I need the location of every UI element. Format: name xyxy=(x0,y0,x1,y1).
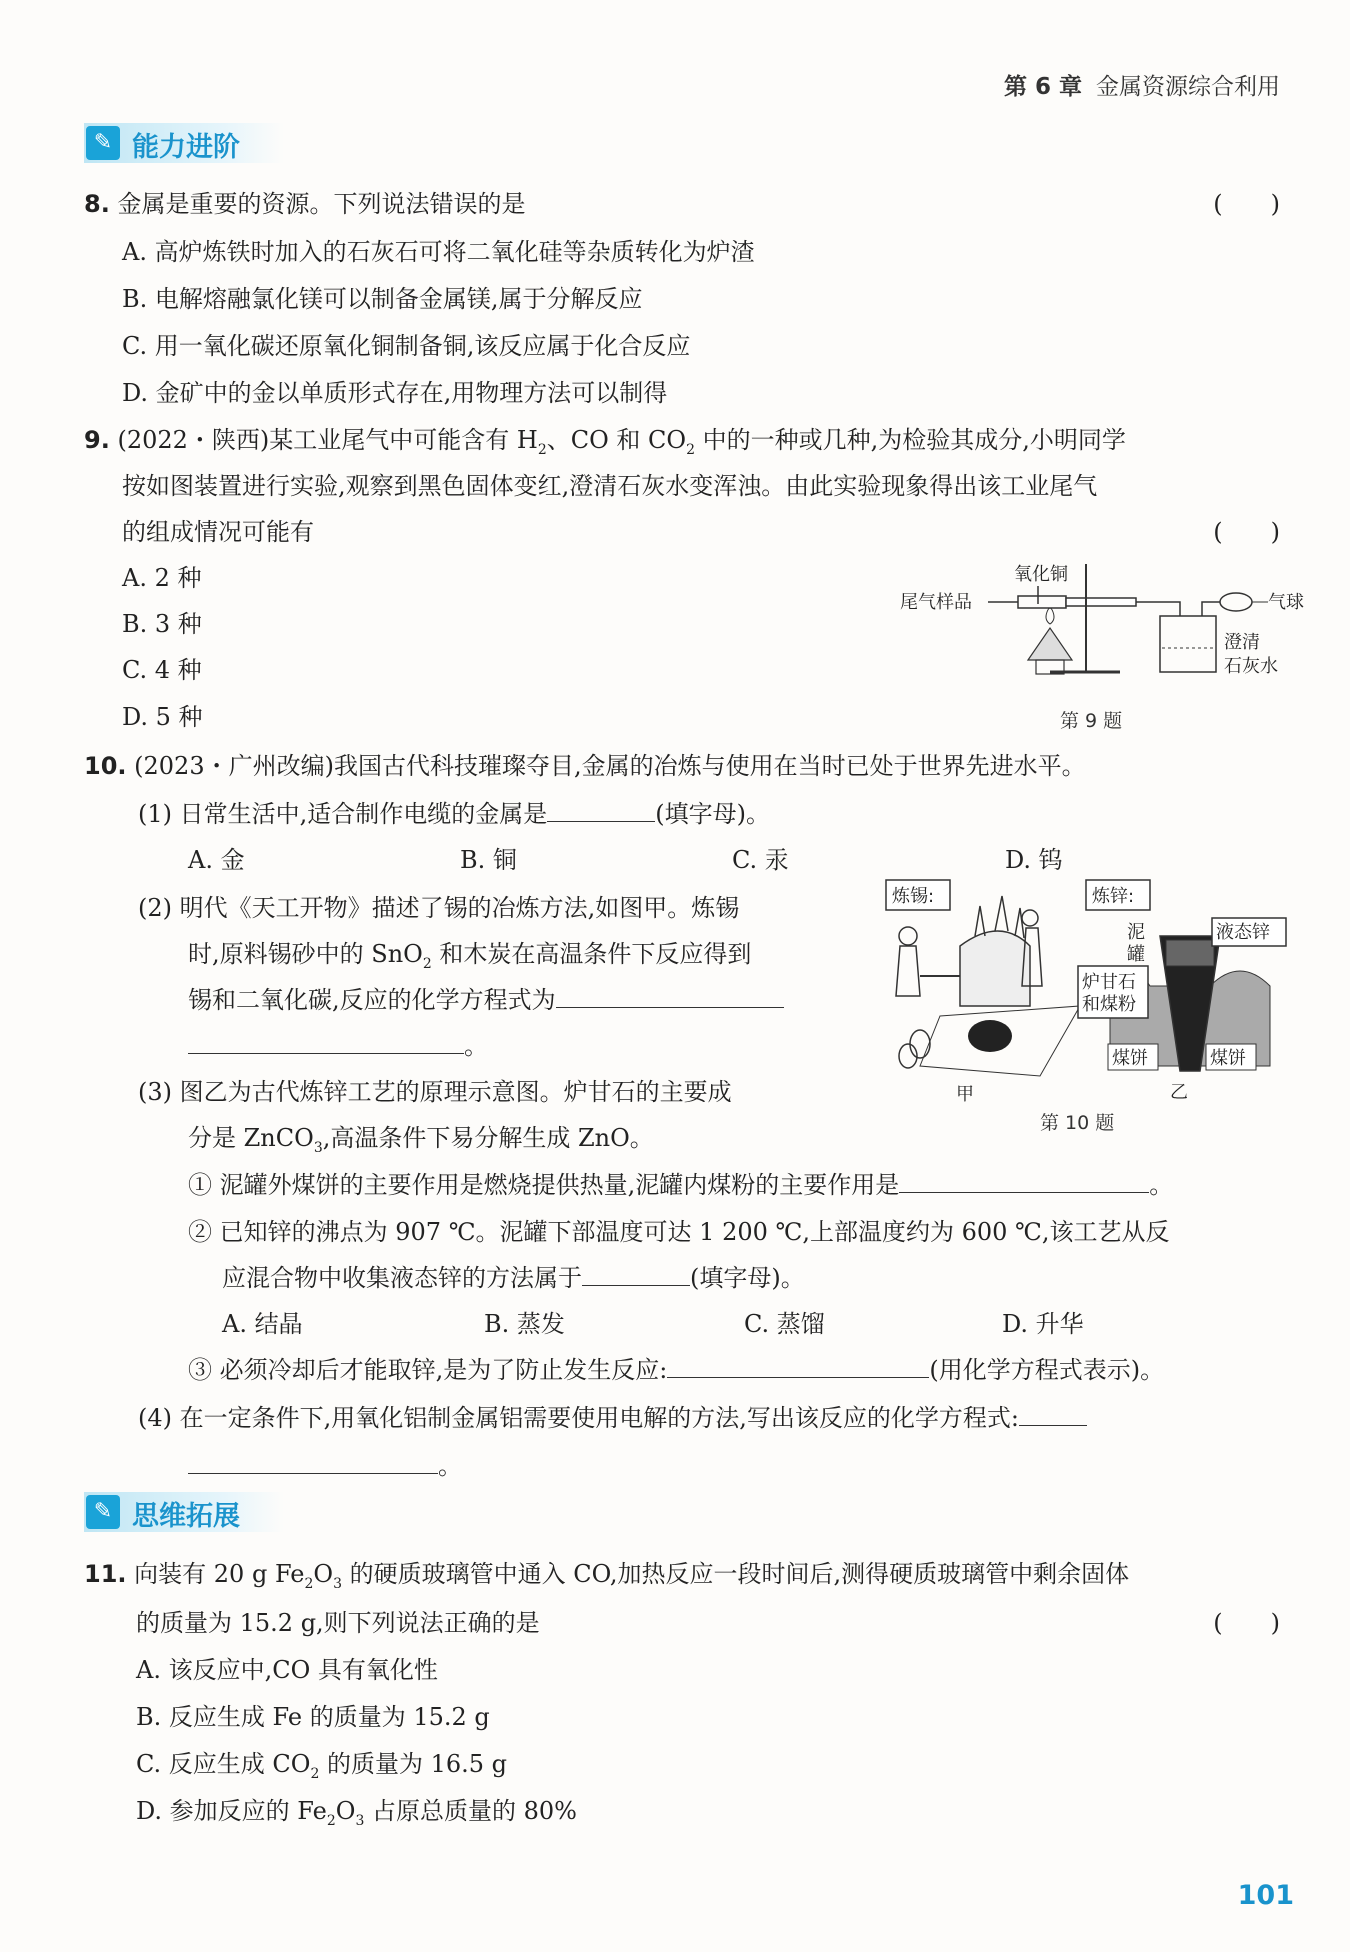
q8-option-d: D. 金矿中的金以单质形式存在,用物理方法可以制得 xyxy=(122,379,668,407)
q10-part4-line1: (4) 在一定条件下,用氧化铝制金属铝需要使用电解的方法,写出该反应的化学方程式: xyxy=(138,1398,1087,1433)
q10-p3-option-b: B. 蒸发 xyxy=(484,1310,565,1338)
sample-label: 尾气样品 xyxy=(900,592,972,613)
q10-part3-sub3: ③ 必须冷却后才能取锌,是为了防止发生反应: (用化学方程式表示)。 xyxy=(188,1356,1165,1384)
q10-part3-sub2-line2: 应混合物中收集液态锌的方法属于 (填字母)。 xyxy=(222,1264,805,1292)
pencil-icon: ✎ xyxy=(86,126,120,160)
q8-option-a: A. 高炉炼铁时加入的石灰石可将二氧化硅等杂质转化为炉渣 xyxy=(122,238,755,266)
q11-option-a: A. 该反应中,CO 具有氧化性 xyxy=(136,1656,438,1684)
q9-figure-caption: 第 9 题 xyxy=(1060,710,1123,732)
figure-yi-label: 乙 xyxy=(1170,1082,1188,1103)
q8-option-b: B. 电解熔融氯化镁可以制备金属镁,属于分解反应 xyxy=(122,285,643,313)
ore-label-1: 炉甘石 xyxy=(1082,972,1136,993)
q10-figure-caption: 第 10 题 xyxy=(1040,1112,1115,1134)
pencil-icon: ✎ xyxy=(86,1495,120,1529)
cuo-label: 氧化铜 xyxy=(1014,564,1068,585)
q8-option-c: C. 用一氧化碳还原氧化铜制备铜,该反应属于化合反应 xyxy=(122,332,691,360)
q9-option-a: A. 2 种 xyxy=(122,564,202,592)
ore-label-2: 和煤粉 xyxy=(1082,994,1136,1015)
q11-option-d: D. 参加反应的 $Fe_2O_3$ 占原总质量的 80% xyxy=(136,1797,577,1829)
q9-option-b: B. 3 种 xyxy=(122,610,202,638)
answer-blank[interactable] xyxy=(899,1170,1149,1193)
q10-p1-option-c: C. 汞 xyxy=(732,846,789,874)
answer-blank[interactable] xyxy=(188,1451,438,1474)
q10-part2-line4: 。 xyxy=(188,1026,488,1061)
page-number: 101 xyxy=(1237,1880,1294,1911)
q9-option-c: C. 4 种 xyxy=(122,656,202,684)
chapter-number: 第 6 章 xyxy=(1003,74,1082,100)
q10-part3-sub1: ① 泥罐外煤饼的主要作用是燃烧提供热量,泥罐内煤粉的主要作用是 。 xyxy=(188,1171,1174,1199)
zinc-label: 炼锌: xyxy=(1092,886,1135,907)
question-9-stem: 9. (2022・陕西)某工业尾气中可能含有 $H_2$、CO 和 $CO_2$ 中的一种或几种,为检验其成分,小明同学 xyxy=(84,426,1126,458)
q10-p3-option-a: A. 结晶 xyxy=(222,1310,303,1338)
q10-part3-sub2-line1: ② 已知锌的沸点为 907 ℃。泥罐下部温度可达 1 200 ℃,上部温度约为 600 ℃,该工艺从反 xyxy=(188,1218,1170,1246)
q9-option-d: D. 5 种 xyxy=(122,703,203,731)
jar-label-1: 泥 xyxy=(1127,922,1145,943)
section-ability xyxy=(84,123,284,163)
q10-part2-line1: (2) 明代《天工开物》描述了锡的冶炼方法,如图甲。炼锡 xyxy=(138,894,740,922)
q10-part4-line2: 。 xyxy=(188,1446,462,1481)
answer-blank[interactable] xyxy=(582,1263,690,1286)
section-thinking xyxy=(84,1492,284,1532)
balloon-label: 气球 xyxy=(1268,592,1304,613)
q10-part3-line2: 分是 ZnCO$_3$,高温条件下易分解生成 ZnO。 xyxy=(188,1124,654,1156)
question-9-line3: 的组成情况可能有 xyxy=(122,518,314,546)
limewater-label-2: 石灰水 xyxy=(1224,656,1278,677)
q10-part3-line1: (3) 图乙为古代炼锌工艺的原理示意图。炉甘石的主要成 xyxy=(138,1078,732,1106)
jar-label-2: 罐 xyxy=(1127,944,1145,965)
q10-part1: (1) 日常生活中,适合制作电缆的金属是 (填字母)。 xyxy=(138,800,770,828)
chapter-title: 金属资源综合利用 xyxy=(1096,74,1280,100)
liquid-zinc-label: 液态锌 xyxy=(1216,922,1270,943)
answer-blank[interactable] xyxy=(188,1031,464,1054)
q11-option-b: B. 反应生成 Fe 的质量为 15.2 g xyxy=(136,1703,490,1731)
q10-part2-line3: 锡和二氧化碳,反应的化学方程式为 xyxy=(188,980,784,1015)
question-9-line2: 按如图装置进行实验,观察到黑色固体变红,澄清石灰水变浑浊。由此实验现象得出该工业尾气 xyxy=(122,472,1098,500)
q10-part2-line2: 时,原料锡砂中的 SnO$_2$ 和木炭在高温条件下反应得到 xyxy=(188,940,752,972)
answer-bracket: ( ) xyxy=(1213,190,1280,218)
question-10-stem: 10. (2023・广州改编)我国古代科技璀璨夺目,金属的冶炼与使用在当时已处于世界先进水平。 xyxy=(84,752,1086,780)
figure-jia-label: 甲 xyxy=(956,1084,974,1105)
section-title: 能力进阶 xyxy=(132,132,240,163)
q10-p3-option-d: D. 升华 xyxy=(1002,1310,1084,1338)
answer-blank[interactable] xyxy=(667,1355,929,1378)
answer-blank[interactable] xyxy=(556,985,784,1008)
q9-apparatus-figure xyxy=(890,552,1304,692)
coal-cake-label-1: 煤饼 xyxy=(1112,1048,1148,1069)
answer-blank[interactable] xyxy=(547,799,655,822)
running-header xyxy=(1004,68,1280,101)
q10-p1-option-b: B. 铜 xyxy=(460,846,517,874)
q10-p1-option-d: D. 钨 xyxy=(1005,846,1063,874)
question-8-stem: 8. 金属是重要的资源。下列说法错误的是 xyxy=(84,190,526,218)
answer-bracket: ( ) xyxy=(1213,1609,1280,1637)
coal-cake-label-2: 煤饼 xyxy=(1210,1048,1246,1069)
question-11-line2: 的质量为 15.2 g,则下列说法正确的是 xyxy=(136,1609,540,1637)
question-11-stem: 11. 向装有 20 g $Fe_2O_3$ 的硬质玻璃管中通入 CO,加热反应一段时间后,测得硬质玻璃管中剩余固体 xyxy=(84,1560,1130,1592)
section-title: 思维拓展 xyxy=(132,1501,240,1532)
q10-p1-option-a: A. 金 xyxy=(188,846,245,874)
tin-label: 炼锡: xyxy=(892,886,935,907)
q10-p3-option-c: C. 蒸馏 xyxy=(744,1310,825,1338)
limewater-label-1: 澄清 xyxy=(1224,632,1260,653)
answer-bracket: ( ) xyxy=(1213,518,1280,546)
answer-blank[interactable] xyxy=(1019,1403,1087,1426)
q11-option-c: C. 反应生成 $CO_2$ 的质量为 16.5 g xyxy=(136,1750,508,1782)
q10-smelting-figure xyxy=(880,876,1300,1106)
